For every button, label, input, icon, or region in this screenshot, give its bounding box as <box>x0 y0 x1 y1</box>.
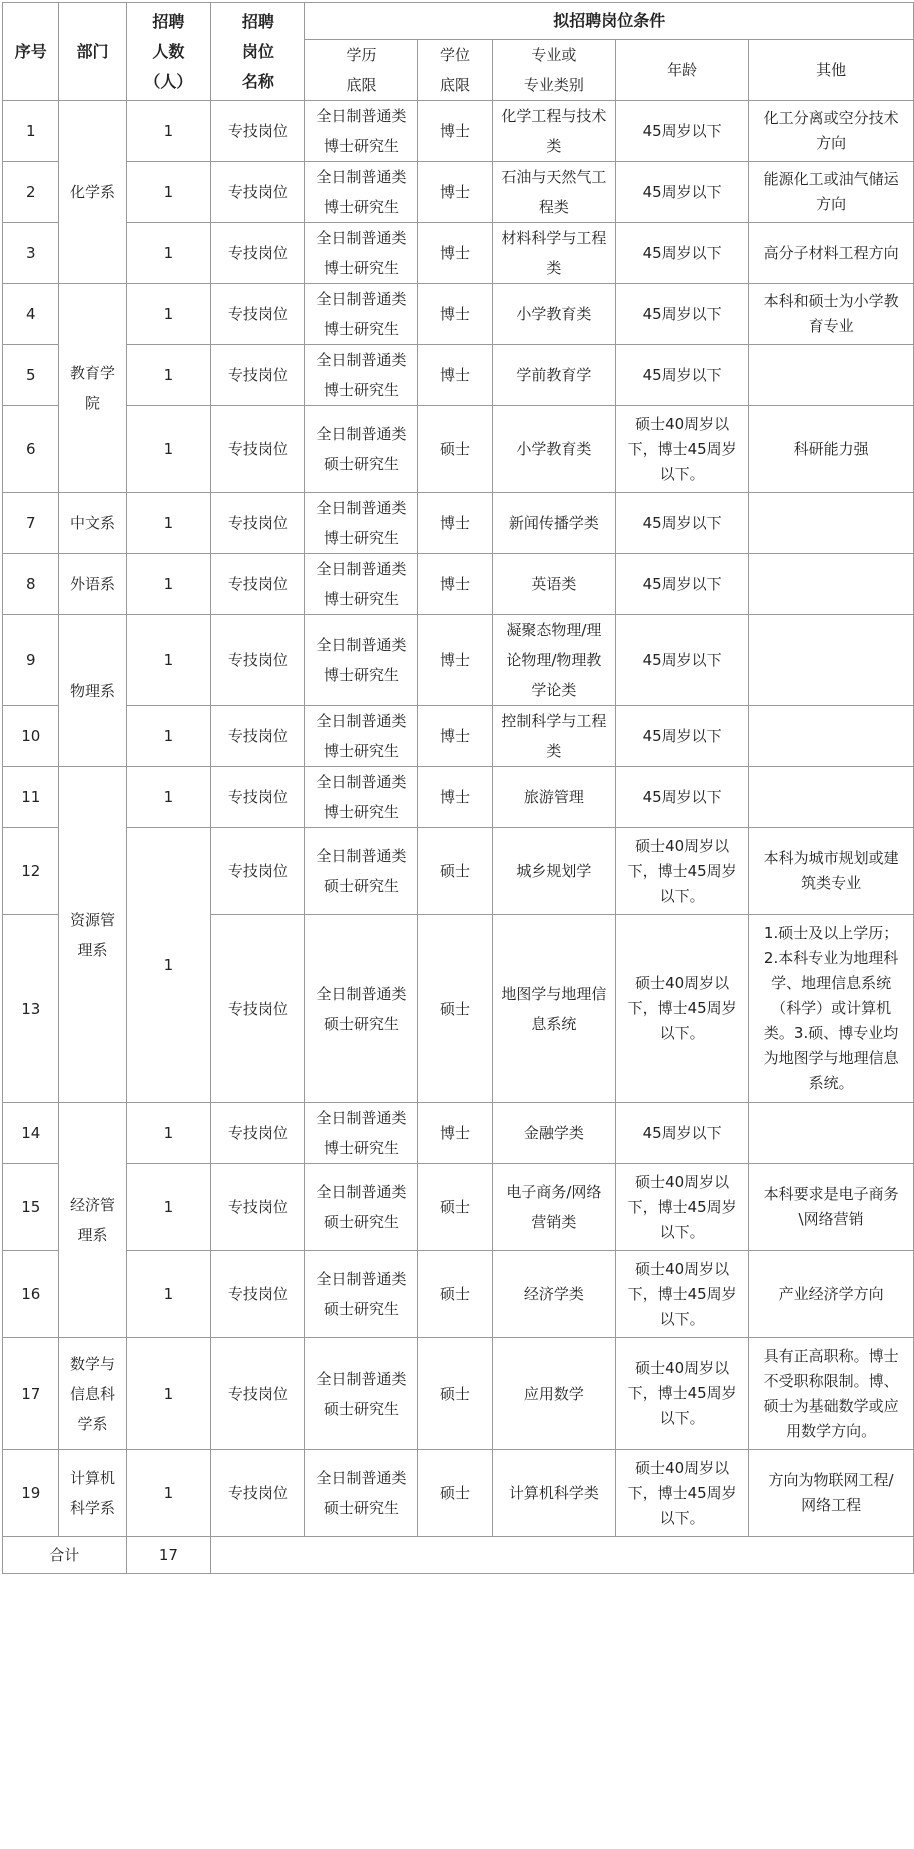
total-row <box>3 1537 914 1574</box>
cell-age: 45周岁以下 <box>616 345 749 406</box>
cell-age: 45周岁以下 <box>616 554 749 615</box>
cell-major: 地图学与地理信 息系统 <box>492 915 616 1103</box>
cell-count: 1 <box>126 1338 211 1450</box>
table-row <box>3 101 914 162</box>
cell-count: 1 <box>126 345 211 406</box>
cell-degree: 硕士 <box>418 406 492 493</box>
cell-other: 科研能力强 <box>749 406 914 493</box>
cell-post: 专技岗位 <box>211 162 305 223</box>
cell-edu: 全日制普通类 博士研究生 <box>305 162 418 223</box>
cell-seq: 19 <box>3 1450 59 1537</box>
cell-other: 化工分离或空分技术 方向 <box>749 101 914 162</box>
cell-age: 45周岁以下 <box>616 223 749 284</box>
total-label: 合计 <box>3 1537 127 1574</box>
cell-major: 计算机科学类 <box>492 1450 616 1537</box>
header-other: 其他 <box>749 40 914 101</box>
cell-dept: 计算机 科学系 <box>59 1450 126 1537</box>
cell-degree: 硕士 <box>418 828 492 915</box>
cell-seq: 5 <box>3 345 59 406</box>
cell-seq: 7 <box>3 493 59 554</box>
header-row <box>3 3 914 40</box>
cell-seq: 13 <box>3 915 59 1103</box>
cell-degree: 硕士 <box>418 1164 492 1251</box>
table-row <box>3 162 914 223</box>
cell-count: 1 <box>126 615 211 706</box>
table-row <box>3 493 914 554</box>
cell-post: 专技岗位 <box>211 1251 305 1338</box>
cell-degree: 博士 <box>418 554 492 615</box>
table-row <box>3 1450 914 1537</box>
cell-other <box>749 1103 914 1164</box>
cell-age: 45周岁以下 <box>616 493 749 554</box>
cell-degree: 博士 <box>418 493 492 554</box>
cell-seq: 9 <box>3 615 59 706</box>
cell-edu: 全日制普通类 博士研究生 <box>305 284 418 345</box>
header-age: 年龄 <box>616 40 749 101</box>
cell-age: 45周岁以下 <box>616 615 749 706</box>
cell-post: 专技岗位 <box>211 345 305 406</box>
table-row <box>3 406 914 493</box>
total-blank <box>211 1537 914 1574</box>
cell-seq: 8 <box>3 554 59 615</box>
cell-age: 45周岁以下 <box>616 101 749 162</box>
cell-degree: 硕士 <box>418 1450 492 1537</box>
cell-dept: 教育学 院 <box>59 284 126 493</box>
cell-post: 专技岗位 <box>211 915 305 1103</box>
cell-seq: 12 <box>3 828 59 915</box>
cell-edu: 全日制普通类 博士研究生 <box>305 706 418 767</box>
table-row <box>3 345 914 406</box>
cell-other <box>749 345 914 406</box>
cell-dept: 经济管 理系 <box>59 1103 126 1338</box>
cell-edu: 全日制普通类 硕士研究生 <box>305 1164 418 1251</box>
header-count: 招聘 人数 （人） <box>126 3 211 101</box>
cell-seq: 10 <box>3 706 59 767</box>
cell-degree: 博士 <box>418 223 492 284</box>
header-degree: 学位 底限 <box>418 40 492 101</box>
cell-degree: 博士 <box>418 706 492 767</box>
cell-post: 专技岗位 <box>211 284 305 345</box>
cell-other <box>749 706 914 767</box>
cell-other: 1.硕士及以上学历； 2.本科专业为地理科 学、地理信息系统 （科学）或计算机 类。3.硕、博专业均 为地图学与地理信息 系统。 <box>749 915 914 1103</box>
cell-age: 硕士40周岁以 下，博士45周岁 以下。 <box>616 1450 749 1537</box>
cell-dept: 中文系 <box>59 493 126 554</box>
cell-seq: 2 <box>3 162 59 223</box>
cell-other: 高分子材料工程方向 <box>749 223 914 284</box>
table-row <box>3 1338 914 1450</box>
table-row <box>3 767 914 828</box>
cell-edu: 全日制普通类 硕士研究生 <box>305 1450 418 1537</box>
cell-post: 专技岗位 <box>211 1103 305 1164</box>
cell-major: 金融学类 <box>492 1103 616 1164</box>
cell-seq: 15 <box>3 1164 59 1251</box>
cell-major: 凝聚态物理/理 论物理/物理教 学论类 <box>492 615 616 706</box>
cell-post: 专技岗位 <box>211 554 305 615</box>
table-row <box>3 223 914 284</box>
table-row <box>3 554 914 615</box>
cell-other <box>749 615 914 706</box>
cell-major: 小学教育类 <box>492 284 616 345</box>
cell-age: 45周岁以下 <box>616 284 749 345</box>
cell-edu: 全日制普通类 硕士研究生 <box>305 915 418 1103</box>
cell-edu: 全日制普通类 硕士研究生 <box>305 1251 418 1338</box>
cell-count: 1 <box>126 1450 211 1537</box>
table-row <box>3 615 914 706</box>
cell-major: 经济学类 <box>492 1251 616 1338</box>
cell-post: 专技岗位 <box>211 223 305 284</box>
cell-count: 1 <box>126 101 211 162</box>
cell-post: 专技岗位 <box>211 1164 305 1251</box>
cell-degree: 博士 <box>418 162 492 223</box>
cell-other: 方向为物联网工程/ 网络工程 <box>749 1450 914 1537</box>
cell-major: 应用数学 <box>492 1338 616 1450</box>
cell-major: 石油与天然气工 程类 <box>492 162 616 223</box>
cell-major: 化学工程与技术 类 <box>492 101 616 162</box>
cell-post: 专技岗位 <box>211 767 305 828</box>
cell-age: 45周岁以下 <box>616 767 749 828</box>
cell-age: 硕士40周岁以 下，博士45周岁 以下。 <box>616 1251 749 1338</box>
cell-major: 新闻传播学类 <box>492 493 616 554</box>
cell-count: 1 <box>126 706 211 767</box>
header-edu: 学历 底限 <box>305 40 418 101</box>
cell-edu: 全日制普通类 博士研究生 <box>305 223 418 284</box>
cell-age: 45周岁以下 <box>616 1103 749 1164</box>
cell-major: 电子商务/网络 营销类 <box>492 1164 616 1251</box>
cell-other: 能源化工或油气储运 方向 <box>749 162 914 223</box>
cell-degree: 博士 <box>418 345 492 406</box>
cell-seq: 14 <box>3 1103 59 1164</box>
cell-edu: 全日制普通类 博士研究生 <box>305 615 418 706</box>
cell-seq: 4 <box>3 284 59 345</box>
cell-count: 1 <box>126 554 211 615</box>
cell-seq: 3 <box>3 223 59 284</box>
cell-major: 学前教育学 <box>492 345 616 406</box>
cell-other <box>749 554 914 615</box>
cell-age: 硕士40周岁以 下，博士45周岁 以下。 <box>616 1164 749 1251</box>
cell-edu: 全日制普通类 博士研究生 <box>305 101 418 162</box>
cell-edu: 全日制普通类 硕士研究生 <box>305 406 418 493</box>
table-row <box>3 284 914 345</box>
cell-degree: 硕士 <box>418 1338 492 1450</box>
header-dept: 部门 <box>59 3 126 101</box>
cell-other <box>749 767 914 828</box>
cell-edu: 全日制普通类 博士研究生 <box>305 767 418 828</box>
cell-edu: 全日制普通类 硕士研究生 <box>305 1338 418 1450</box>
cell-post: 专技岗位 <box>211 615 305 706</box>
header-post: 招聘 岗位 名称 <box>211 3 305 101</box>
cell-count: 1 <box>126 284 211 345</box>
cell-dept: 数学与 信息科 学系 <box>59 1338 126 1450</box>
cell-dept: 化学系 <box>59 101 126 284</box>
cell-age: 硕士40周岁以 下，博士45周岁 以下。 <box>616 406 749 493</box>
cell-age: 硕士40周岁以 下，博士45周岁 以下。 <box>616 915 749 1103</box>
table-row <box>3 828 914 915</box>
cell-post: 专技岗位 <box>211 1450 305 1537</box>
cell-post: 专技岗位 <box>211 1338 305 1450</box>
cell-count: 1 <box>126 223 211 284</box>
cell-age: 45周岁以下 <box>616 162 749 223</box>
cell-major: 城乡规划学 <box>492 828 616 915</box>
cell-other: 本科为城市规划或建 筑类专业 <box>749 828 914 915</box>
cell-post: 专技岗位 <box>211 706 305 767</box>
cell-other: 本科要求是电子商务 \网络营销 <box>749 1164 914 1251</box>
cell-degree: 硕士 <box>418 915 492 1103</box>
cell-degree: 博士 <box>418 1103 492 1164</box>
cell-degree: 博士 <box>418 767 492 828</box>
header-seq: 序号 <box>3 3 59 101</box>
cell-count: 1 <box>126 1164 211 1251</box>
cell-seq: 11 <box>3 767 59 828</box>
cell-count: 1 <box>126 493 211 554</box>
cell-count: 1 <box>126 162 211 223</box>
cell-count: 1 <box>126 828 211 1103</box>
cell-major: 材料科学与工程 类 <box>492 223 616 284</box>
cell-edu: 全日制普通类 博士研究生 <box>305 554 418 615</box>
cell-other: 产业经济学方向 <box>749 1251 914 1338</box>
cell-major: 旅游管理 <box>492 767 616 828</box>
cell-major: 控制科学与工程 类 <box>492 706 616 767</box>
table-row <box>3 1251 914 1338</box>
cell-post: 专技岗位 <box>211 828 305 915</box>
cell-count: 1 <box>126 1103 211 1164</box>
table-row <box>3 1164 914 1251</box>
cell-degree: 博士 <box>418 101 492 162</box>
cell-other: 具有正高职称。博士 不受职称限制。博、 硕士为基础数学或应 用数学方向。 <box>749 1338 914 1450</box>
cell-edu: 全日制普通类 博士研究生 <box>305 1103 418 1164</box>
cell-post: 专技岗位 <box>211 101 305 162</box>
cell-other <box>749 493 914 554</box>
total-count: 17 <box>126 1537 211 1574</box>
cell-post: 专技岗位 <box>211 406 305 493</box>
cell-major: 小学教育类 <box>492 406 616 493</box>
cell-other: 本科和硕士为小学教 育专业 <box>749 284 914 345</box>
cell-degree: 博士 <box>418 284 492 345</box>
cell-edu: 全日制普通类 博士研究生 <box>305 345 418 406</box>
table-row <box>3 706 914 767</box>
cell-count: 1 <box>126 1251 211 1338</box>
cell-age: 硕士40周岁以 下，博士45周岁 以下。 <box>616 828 749 915</box>
recruitment-table <box>2 2 914 1574</box>
cell-post: 专技岗位 <box>211 493 305 554</box>
cell-dept: 资源管 理系 <box>59 767 126 1103</box>
cell-count: 1 <box>126 767 211 828</box>
table-row <box>3 1103 914 1164</box>
cell-age: 45周岁以下 <box>616 706 749 767</box>
header-major: 专业或 专业类别 <box>492 40 616 101</box>
cell-seq: 6 <box>3 406 59 493</box>
cell-degree: 硕士 <box>418 1251 492 1338</box>
cell-seq: 16 <box>3 1251 59 1338</box>
cell-dept: 外语系 <box>59 554 126 615</box>
cell-degree: 博士 <box>418 615 492 706</box>
cell-count: 1 <box>126 406 211 493</box>
cell-edu: 全日制普通类 博士研究生 <box>305 493 418 554</box>
cell-edu: 全日制普通类 硕士研究生 <box>305 828 418 915</box>
cell-age: 硕士40周岁以 下，博士45周岁 以下。 <box>616 1338 749 1450</box>
cell-dept: 物理系 <box>59 615 126 767</box>
cell-seq: 1 <box>3 101 59 162</box>
cell-major: 英语类 <box>492 554 616 615</box>
cell-seq: 17 <box>3 1338 59 1450</box>
header-conditions: 拟招聘岗位条件 <box>305 3 914 40</box>
